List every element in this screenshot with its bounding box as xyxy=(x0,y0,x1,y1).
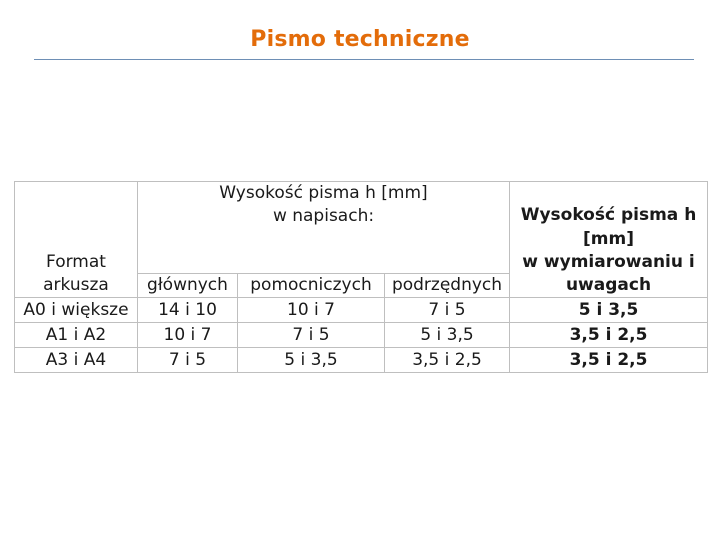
format-header-cell xyxy=(15,182,138,298)
cell-podrzednych: 7 i 5 xyxy=(385,298,510,323)
cell-glownych: 14 i 10 xyxy=(138,298,238,323)
format-header-line-1: Format xyxy=(46,251,106,272)
subheader-glownych: głównych xyxy=(138,274,238,298)
napisy-header-line-1: Wysokość pisma h [mm] xyxy=(219,183,428,203)
wymiar-header-line-4: uwagach xyxy=(565,275,652,295)
subheader-podrzednych: podrzędnych xyxy=(385,274,510,298)
cell-wymiar: 5 i 3,5 xyxy=(510,298,708,323)
table-row xyxy=(15,348,708,373)
cell-wymiar: 3,5 i 2,5 xyxy=(510,348,708,373)
cell-pomocniczych: 5 i 3,5 xyxy=(238,348,385,373)
napisy-header-cell xyxy=(138,182,510,274)
table-row xyxy=(15,323,708,348)
napisy-header-line-2: w napisach: xyxy=(272,206,375,227)
cell-glownych: 10 i 7 xyxy=(138,323,238,348)
cell-format: A1 i A2 xyxy=(15,323,138,348)
cell-glownych: 7 i 5 xyxy=(138,348,238,373)
wymiar-header-line-1: Wysokość pisma h xyxy=(520,205,697,226)
page-title: Pismo techniczne xyxy=(250,27,470,52)
cell-format: A3 i A4 xyxy=(15,348,138,373)
wymiar-header-line-3: w wymiarowaniu i xyxy=(522,251,695,272)
format-header-line-2: arkusza xyxy=(43,275,109,295)
table-row xyxy=(15,298,708,323)
wymiar-header-line-2: [mm] xyxy=(583,228,634,249)
cell-wymiar: 3,5 i 2,5 xyxy=(510,323,708,348)
font-height-table xyxy=(14,181,708,373)
title-underline xyxy=(34,59,694,60)
table-header-row xyxy=(15,182,708,274)
subheader-pomocniczych: pomocniczych xyxy=(238,274,385,298)
cell-format: A0 i większe xyxy=(15,298,138,323)
cell-podrzednych: 3,5 i 2,5 xyxy=(385,348,510,373)
wymiar-header-cell xyxy=(510,182,708,298)
cell-podrzednych: 5 i 3,5 xyxy=(385,323,510,348)
cell-pomocniczych: 10 i 7 xyxy=(238,298,385,323)
cell-pomocniczych: 7 i 5 xyxy=(238,323,385,348)
